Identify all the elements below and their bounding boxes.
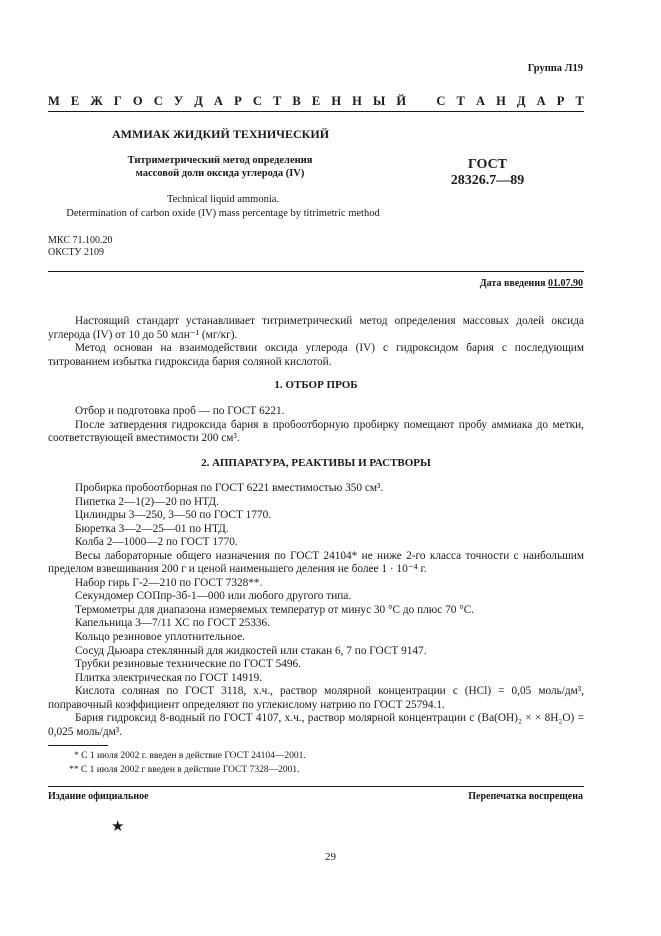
footnote-1: * С 1 июля 2002 г. введен в действие ГОСТ 24104—2001.: [74, 751, 306, 761]
list-item: Плитка электрическая по ГОСТ 14919.: [75, 671, 263, 684]
star-icon: ★: [111, 819, 125, 835]
banner-letter: Д: [516, 94, 526, 108]
classification-codes: [48, 235, 112, 259]
english-title-line-2: Determination of carbon oxide (IV) mass percentage by titrimetric method: [66, 208, 380, 219]
section-1-paragraph-2: После затвердения гидроксида бария в пробоотборную пробирку помещают пробу аммиака до метки, соответствующей вместимости 200 см³.: [48, 418, 584, 444]
banner-letter: В: [292, 94, 301, 108]
list-item: Трубки резиновые технические по ГОСТ 5496.: [75, 658, 301, 671]
list-item: Колба 2—1000—2 по ГОСТ 1770.: [75, 536, 238, 549]
page-number: 29: [325, 851, 336, 863]
english-title-line-1: Technical liquid ammonia.: [166, 194, 280, 205]
list-item: Секундомер СОПпр-3б-1—000 или любого другого типа.: [75, 590, 352, 603]
gost-label: ГОСТ: [467, 157, 508, 172]
banner-letter: Г: [113, 94, 122, 108]
intro-paragraph-2: Метод основан на взаимодействии оксида углерода (IV) с гидроксидом бария с последующим титрованием избытка гидроксида бария соляной кислотой.: [48, 342, 584, 368]
banner-letter: С: [436, 94, 446, 108]
banner-letter: Т: [575, 94, 584, 108]
section-2-list: [48, 482, 584, 739]
banner-letter: Й: [396, 94, 407, 108]
section-2-heading: 2. АППАРАТУРА, РЕАКТИВЫ И РАСТВОРЫ: [201, 457, 431, 469]
intro-rule: [48, 271, 584, 272]
document-title: АММИАК ЖИДКИЙ ТЕХНИЧЕСКИЙ: [112, 127, 330, 141]
list-item: Капельница 3—7/11 ХС по ГОСТ 25336.: [75, 617, 270, 630]
section-1-paragraph-1: Отбор и подготовка проб — по ГОСТ 6221.: [75, 405, 285, 417]
list-item: Пипетка 2—1(2)—20 по НТД.: [75, 495, 219, 508]
list-item: Набор гирь Г-2—210 по ГОСТ 7328**.: [75, 576, 263, 589]
introduction-date: [480, 278, 583, 289]
banner-letter: Р: [234, 94, 242, 108]
footnote-rule: [48, 745, 108, 746]
list-item: Цилиндры 3—250, 3—50 по ГОСТ 1770.: [75, 509, 272, 522]
banner-letter: Р: [556, 94, 565, 108]
banner-letter: Д: [194, 94, 203, 108]
intro-text: [48, 315, 584, 369]
banner-letter: Н: [331, 94, 342, 108]
gost-code: 28326.7—89: [450, 173, 525, 188]
gost-number: [440, 157, 535, 189]
banner-letter: Н: [496, 94, 506, 108]
banner-letter: Т: [456, 94, 465, 108]
footer-rule: [48, 786, 584, 787]
list-item: Бюретка 3—2—25—01 по НТД.: [75, 522, 229, 535]
list-item: Бария гидроксид 8-водный по ГОСТ 4107, х.ч., раствор молярной концентрации c (Ba(OH)₂ × × 8H₂O) = 0,025 моль/дм³.: [48, 712, 584, 738]
list-item: Термометры для диапазона измеряемых температур от минус 30 °С до плюс 70 °С.: [75, 603, 475, 616]
english-title: [48, 193, 398, 221]
banner-letter: Е: [311, 94, 321, 108]
banner-letter: О: [132, 94, 143, 108]
banner-letter: [417, 94, 425, 109]
section-1-text: [48, 405, 584, 446]
reprint-prohibited-label: Перепечатка воспрещена: [468, 791, 583, 802]
okstu-code: ОКСТУ 2109: [48, 247, 105, 258]
section-1-heading: 1. ОТБОР ПРОБ: [274, 379, 358, 391]
list-item: Сосуд Дьюара стеклянный для жидкостей или стакан 6, 7 по ГОСТ 9147.: [75, 644, 427, 657]
subtitle-line-2: массовой доли оксида углерода (IV): [135, 168, 305, 179]
subtitle-line-1: Титриметрический метод определения: [127, 155, 313, 166]
list-item: Весы лабораторные общего назначения по ГОСТ 24104* не ниже 2-го класса точности с наибольшим пределом взвешивания 200 г и ценой наименьшего деления не более 1 · 10⁻⁴ г.: [48, 549, 584, 576]
banner-letter: М: [48, 94, 60, 108]
intro-date-value: 01.07.90: [548, 278, 583, 289]
footnote-2: ** С 1 июля 2002 г введен в действие ГОСТ 7328—2001.: [69, 765, 300, 775]
banner-letter: Ы: [373, 94, 386, 108]
document-subtitle: [100, 154, 340, 180]
banner-letter: Ж: [90, 94, 103, 108]
banner-letter: С: [153, 94, 163, 108]
banner-letter: Н: [352, 94, 362, 108]
banner-letter: У: [173, 94, 184, 108]
banner-letter: Е: [70, 94, 80, 108]
list-item: Кислота соляная по ГОСТ 3118, х.ч., раствор молярной концентрации c (HCl) = 0,05 моль/дм³, поправочный коэффициент определяют по углекислому натрию по ГОСТ 25794.1.: [48, 685, 584, 711]
banner-letter: А: [475, 94, 485, 108]
official-edition-label: Издание официальное: [48, 791, 149, 802]
group-code: Группа Л19: [527, 63, 583, 74]
interstate-standard-banner: [48, 94, 584, 109]
banner-letter: А: [536, 94, 546, 108]
header-rule: [48, 111, 584, 112]
list-item: Кольцо резиновое уплотнительное.: [75, 631, 245, 644]
mks-code: МКС 71.100.20: [48, 235, 113, 246]
list-item: Пробирка пробоотборная по ГОСТ 6221 вместимостью 350 см³.: [75, 482, 384, 494]
intro-date-label: Дата введения: [479, 278, 546, 289]
banner-letter: С: [252, 94, 262, 108]
banner-letter: Т: [272, 94, 282, 108]
intro-paragraph-1: Настоящий стандарт устанавливает титриметрический метод определения массовых долей оксида углерода (IV) от 10 до 50 млн⁻¹ (мг/кг).: [48, 315, 584, 341]
banner-letter: А: [213, 94, 223, 108]
